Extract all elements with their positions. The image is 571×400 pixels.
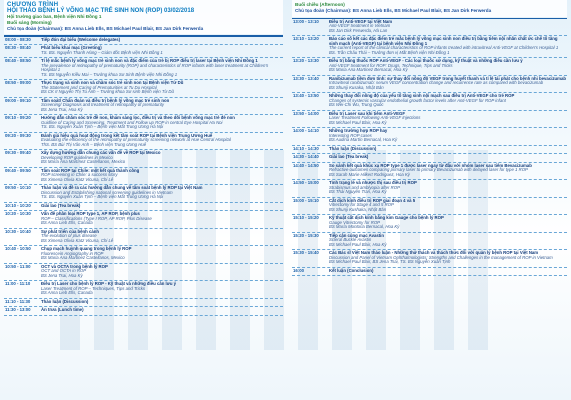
agenda-title: Tiếp đón đại biểu (Welcome delegates) xyxy=(41,36,121,42)
agenda-title: OCT và OCTA trong bệnh lý ROP xyxy=(41,263,108,269)
agenda-english-title: Laser Treatment of ROP – Techniques, Tips and Tricks xyxy=(41,285,146,291)
agenda-time: 15:10 - 15:20 xyxy=(293,215,319,221)
agenda-speaker: TS. BS. Nguyễn Xuân Tịnh – Bệnh viện Mắt Trung Ương Hà Nội xyxy=(41,194,164,200)
agenda-title: Chụp mạch huỳnh quang trong bệnh lý ROP xyxy=(41,246,132,252)
agenda-time: 09:30 - 09:40 xyxy=(5,150,31,156)
agenda-item xyxy=(4,186,283,200)
agenda-time: 13:10 - 13:20 xyxy=(293,36,319,42)
agenda-english-title: The Statement and Caring of Prematurities at Tu Du Hospital xyxy=(41,84,157,90)
agenda-title: Ranibizumab tiêm đơn tính: sự thay đổi nồng độ VEGF trong huyết thanh và tỉ lệ tái phát cho bệnh nhi bevacizumab xyxy=(329,75,567,81)
agenda-speaker: BS Michael Paul Blair, Hoa Kỳ xyxy=(329,119,387,125)
row-separator xyxy=(4,315,283,316)
morning-agenda-list xyxy=(4,38,283,316)
agenda-speaker: BS Audina Martín Bernacal, Hoa Kỳ xyxy=(329,137,398,143)
agenda-english-title: The prevalence of retinopathy of prematurity (ROP) and characteristics of ROP infants with laser treatment at Children's Hospital 1 xyxy=(41,62,269,73)
agenda-title: Thảo luận và đề ra các hướng dẫn chung về tầm soát bệnh lý ROP tại Việt Nam xyxy=(41,185,203,191)
agenda-time: 13:40 - 13:50 xyxy=(293,93,319,99)
agenda-title: Tình trạng lé và nhược thị sau điều trị ROP xyxy=(329,180,417,186)
agenda-time: 08:30 - 08:40 xyxy=(5,45,31,51)
agenda-speaker: BS Michael Paul Blair, BS Jena Tsai, TS. BS Nguyễn Xuân Tịnh xyxy=(329,259,451,265)
agenda-item xyxy=(4,265,283,279)
agenda-title: Cắt dịch kính điều trị ROP giai đoạn 4 và 5 xyxy=(329,197,416,203)
agenda-body xyxy=(329,155,567,160)
agenda-item xyxy=(4,116,283,130)
agenda-time: 11:30 - 13:00 xyxy=(5,307,31,313)
agenda-speaker: TS. BS. Nguyễn Xuân Tịnh – Bệnh viện Mắt Trung Ương Hà Nội xyxy=(41,124,164,130)
agenda-item xyxy=(4,212,283,226)
agenda-time: 11:00 - 11:10 xyxy=(5,281,31,287)
agenda-body xyxy=(41,81,283,95)
agenda-title: Tỉ lệ mắc bệnh lý võng mạc trẻ sinh non và đặc điểm của trẻ bị ROP điều trị laser tại Bệnh viện Nhi Đồng 1 xyxy=(41,58,258,64)
agenda-speaker: BS Anna Lieb Ells, Canada xyxy=(41,290,93,296)
agenda-english-title: The current report of the clinical characteristics of ROP infants treated with intravitreal Anti-VEGF at Children's Hospital 1 xyxy=(329,45,559,51)
agenda-time: 10:10 - 10:20 xyxy=(5,202,31,208)
agenda-speaker: BS Thái Nguyên Tran, Hoa Kỳ xyxy=(329,189,387,195)
agenda-body xyxy=(41,169,283,183)
agenda-body xyxy=(41,151,283,165)
agenda-title: Vấn đề phân loại ROP type 1, AP ROP, bệnh plus xyxy=(41,211,140,217)
agenda-title: Tầm soát/ Chẩn đoán và điều trị bệnh lý võng mạc trẻ sinh non xyxy=(41,97,170,103)
agenda-speaker: BS. Trần Châu Thái – Trưởng đơn vị Mắt Bệnh viện Nhi Đồng 1 xyxy=(329,49,450,55)
agenda-time: 09:20 - 09:30 xyxy=(5,132,31,138)
agenda-item xyxy=(292,37,567,55)
agenda-body xyxy=(41,99,283,113)
agenda-item xyxy=(292,234,567,248)
agenda-english-title: Interesting ROP cases xyxy=(329,132,372,138)
agenda-english-title: Gauge Vitrectomy for ROP xyxy=(329,219,381,225)
agenda-title: Những trường hợp ROP hay xyxy=(329,128,388,134)
morning-chairs: Chủ tọa đoàn (Chairman): BS Anna Lieb Ells, BS Michael Paul Blair, BS Jan Dirk Ferwerda xyxy=(7,25,204,31)
agenda-item xyxy=(4,81,283,95)
agenda-title: Thực trạng và sinh non và chăm sóc trẻ sinh non tại Bệnh viện Từ Dũ xyxy=(41,80,184,86)
agenda-item xyxy=(292,181,567,195)
agenda-title: Tầm soát ROP tại Chile: một kết quả thành công xyxy=(41,167,140,173)
agenda-body xyxy=(329,59,567,73)
afternoon-agenda-list xyxy=(292,20,567,277)
agenda-body xyxy=(41,300,283,305)
agenda-english-title: Discussion and Establishing national screening guidelines in Vietnam xyxy=(41,189,173,195)
agenda-title: Đánh giá hiệu quả hoạt động trong kết tầm soát ROP tại Bệnh viện Trung Ương Huế xyxy=(41,132,213,138)
agenda-speaker: ThS. BS Bùi Thị Vân Anh – Bệnh viện Trung Ương Huế xyxy=(41,141,147,147)
agenda-speaker: BS CK II Nguyễn Thị Tú Anh – Trưởng khoa Sơ sinh Bệnh viện Từ Dũ xyxy=(41,89,174,95)
agenda-speaker: BS Maria Ana Martinez Castellanos, Mexico xyxy=(41,255,125,261)
agenda-title: Sự phát triển của bệnh cảnh xyxy=(41,228,100,234)
agenda-time: 15:30 - 15:40 xyxy=(293,250,319,256)
agenda-item xyxy=(292,94,567,108)
agenda-item xyxy=(4,38,283,43)
agenda-time: 09:10 - 09:20 xyxy=(5,115,31,121)
agenda-title: Điều trị Laser sau khi tiêm Anti-VEGF xyxy=(329,110,406,116)
agenda-speaker: BS Ximena Olivia Katz Vicuna, Chi Lê xyxy=(41,237,114,243)
agenda-title: Hướng dẫn chăm sóc trẻ đề non, khám sàng lọc, điều trị và theo dõi bệnh võng mạc trẻ đẻ non xyxy=(41,115,235,121)
agenda-title: Thảo luận (Discussion) xyxy=(329,145,377,151)
agenda-speaker: BS Michael Paul Blair, Hoa Kỳ xyxy=(329,241,387,247)
agenda-item xyxy=(292,164,567,178)
agenda-time: 10:20 - 10:30 xyxy=(5,211,31,217)
agenda-item xyxy=(4,169,283,183)
agenda-title: Phát biểu khai mạc (Greeting) xyxy=(41,45,102,51)
agenda-time: 08:50 - 09:00 xyxy=(5,80,31,86)
venue: Hội trường giao ban, Bệnh viện Nhi Đồng 1 xyxy=(7,14,102,19)
agenda-english-title: The evolution of plus disease xyxy=(41,233,97,239)
agenda-item xyxy=(4,247,283,261)
agenda-item xyxy=(292,199,567,213)
agenda-title: Các Bác sĩ Việt Nam thảo luận - Những thử thách và thách thức đối với quản lý bệnh ROP tại Việt Nam xyxy=(329,250,539,256)
workshop-title: HỘI THẢO BỆNH LÝ VÕNG MẠC TRẺ SINH NON (ROP) 03/02/2018 xyxy=(7,8,195,14)
agenda-english-title: Guidline of Caring and Screening, Treatment and Follow up ROP in central Eye Hospital Ha Noi xyxy=(41,119,223,125)
agenda-english-title: Intravitreal ranibizumab: serum VEGF concentration change and recurrence rate as compared with bevacizumab xyxy=(329,80,544,86)
agenda-body xyxy=(41,116,283,130)
agenda-speaker: BS María Montoria Bernacal, Hoa Kỳ xyxy=(329,224,400,230)
agenda-body xyxy=(329,129,567,143)
agenda-body xyxy=(329,94,567,108)
agenda-title: Điều trị Laser cho bệnh lý ROP - Kỹ thuật và những điều cần lưu ý xyxy=(41,281,177,287)
agenda-time: 10:40 - 10:50 xyxy=(5,246,31,252)
agenda-time: 10:50 - 11:00 xyxy=(5,263,31,269)
agenda-item xyxy=(292,269,567,274)
morning-column xyxy=(4,0,283,317)
agenda-item xyxy=(292,59,567,73)
agenda-english-title: OCT and OCTA in ROP xyxy=(41,268,87,274)
agenda-english-title: Laser Treatment Following Anti-VEGF Injections xyxy=(329,115,421,121)
agenda-item xyxy=(4,282,283,296)
agenda-speaker: BS Anna Lieb Ells, Canada xyxy=(41,220,93,226)
agenda-english-title: ROP screening in Chile: a success story xyxy=(41,172,118,178)
agenda-body xyxy=(329,77,567,91)
agenda-item xyxy=(292,112,567,126)
agenda-title: Ăn trưa (Lunch time) xyxy=(41,307,84,313)
agenda-time: 13:30 - 13:40 xyxy=(293,75,319,81)
agenda-english-title: Vitrectomy for Stage 4 and 5 ROP xyxy=(329,202,394,208)
agenda-item xyxy=(4,151,283,165)
agenda-english-title: Screening/ Diagnosis and treatment of retinopathy of prematurity xyxy=(41,102,165,108)
agenda-item xyxy=(4,59,283,77)
afternoon-column xyxy=(292,0,567,277)
agenda-time: 08:40 - 08:50 xyxy=(5,58,31,64)
agenda-title: Kết luận (Conclusion) xyxy=(329,267,374,273)
agenda-item xyxy=(4,300,283,305)
agenda-item xyxy=(292,251,567,265)
agenda-english-title: Discussion and Panel of Vietnam Ophthalmologists: Strengths and Challenges in the management of ROP in Vietnam xyxy=(329,254,553,260)
agenda-speaker: TS. BS Nguyễn Kiều Mai – Trưởng khoa Sơ Sinh Bệnh viện Nhi Đồng 1 xyxy=(41,71,178,77)
agenda-body xyxy=(41,204,283,209)
agenda-title: Giải lao (Tea break) xyxy=(329,154,369,160)
agenda-english-title: Changes of systemic vascular endothelial growth factor levels after Anti-VEGF for ROP infant xyxy=(329,97,506,103)
agenda-body xyxy=(329,147,567,152)
agenda-time: 13:50 - 14:00 xyxy=(293,110,319,116)
agenda-item xyxy=(4,99,283,113)
agenda-body xyxy=(329,199,567,213)
agenda-time: 14:40 - 14:50 xyxy=(293,162,319,168)
agenda-body xyxy=(41,265,283,279)
row-separator xyxy=(292,275,567,276)
agenda-speaker: BS Ximena Olivia Katz Vicuna, Chi Lê xyxy=(41,176,114,182)
agenda-title: Thảo luận (Discussion) xyxy=(41,298,89,304)
agenda-item xyxy=(4,204,283,209)
agenda-body xyxy=(41,186,283,200)
agenda-title: Điều trị Anti-VEGF tại Việt Nam xyxy=(329,18,393,24)
agenda-body xyxy=(329,164,567,178)
agenda-english-title: Refractive outcomes comparing primary laser to primary Bevacizumab with delayed laser for type 1 ROP xyxy=(329,167,528,173)
agenda-body xyxy=(41,247,283,261)
agenda-title: Xây dựng hướng dẫn chung các vấn đề về ROP tại Mexico xyxy=(41,150,161,156)
agenda-body xyxy=(41,212,283,226)
agenda-speaker: BS Jan Dirk Ferwerda, Hà Lan xyxy=(329,27,388,33)
agenda-item xyxy=(292,147,567,152)
agenda-time: 09:00 - 09:10 xyxy=(5,97,31,103)
agenda-speaker: BS Shunji Kushaka, Nhật Bản xyxy=(329,206,387,212)
agenda-body xyxy=(329,181,567,195)
agenda-item xyxy=(292,77,567,91)
program-header xyxy=(4,0,283,34)
agenda-title: Báo cáo số kết các đặc điểm trẻ mắc bệnh lý võng mạc sinh non điều trị bằng tiêm nội nhãn chất ức chế tố tăng sinh mạch (Anti-VEGF) tại bệnh viện Nhi Đồng 1 xyxy=(329,36,558,46)
agenda-time: 14:00 - 14:10 xyxy=(293,128,319,134)
afternoon-chairs: Chủ tọa đoàn (Chairman): BS Anna Lieb Ells, BS Michael Paul Blair, BS Jan Dirk Ferwerda xyxy=(295,7,492,13)
agenda-time: 10:30 - 10:40 xyxy=(5,228,31,234)
agenda-body xyxy=(329,251,567,265)
agenda-speaker: BS Jena Tsai, Hoa Kỳ xyxy=(41,272,83,278)
agenda-body xyxy=(41,46,283,55)
agenda-speaker: BS Wei-Chi Wu, Trung Quốc xyxy=(329,102,384,108)
agenda-title: Tiếp cận củng mạc Avastin xyxy=(329,232,385,238)
agenda-body xyxy=(329,37,567,55)
agenda-speaker: BS Shunji Kusaka, Nhật Bản xyxy=(329,84,384,90)
agenda-time: 14:50 - 15:00 xyxy=(293,180,319,186)
agenda-body xyxy=(41,308,283,313)
agenda-body xyxy=(41,134,283,148)
agenda-speaker: BS Maria Ana Martinez Bernacal, Hoa Kỳ xyxy=(329,67,408,73)
agenda-time: 09:40 - 09:50 xyxy=(5,167,31,173)
agenda-time: 14:30 - 14:40 xyxy=(293,154,319,160)
agenda-time: 08:00 - 08:30 xyxy=(5,36,31,42)
agenda-item xyxy=(4,308,283,313)
agenda-body xyxy=(329,112,567,126)
agenda-item xyxy=(4,46,283,55)
agenda-title: Kỹ thuật cắt dịch kính bằng kim Gauge cho bệnh lý ROP xyxy=(329,215,444,221)
agenda-time: 13:20 - 13:30 xyxy=(293,58,319,64)
agenda-item xyxy=(292,155,567,160)
agenda-item xyxy=(292,20,567,34)
agenda-english-title: Scleral Buckle Avastin xyxy=(329,237,372,243)
afternoon-session-label: Buổi chiều (Afternoon) xyxy=(295,2,345,7)
agenda-body xyxy=(41,230,283,244)
agenda-speaker: BS María Ana Martínez Castellanos, Mexico xyxy=(41,159,126,165)
agenda-english-title: Anti-VEGF treatment for ROP: Drugs, Technique, Tips and Tricks xyxy=(329,62,453,68)
agenda-time: 11:10 - 11:30 xyxy=(5,298,31,304)
agenda-time: 09:50 - 10:10 xyxy=(5,185,31,191)
morning-session-label: Buổi sáng (Morning) xyxy=(7,19,52,25)
afternoon-header xyxy=(292,0,567,17)
agenda-item xyxy=(292,129,567,143)
program-title: CHƯƠNG TRÌNH xyxy=(7,2,59,8)
agenda-body xyxy=(41,282,283,296)
agenda-title: Những thay đổi nồng độ của yếu tố tăng sinh nội mạch sau điều trị Anti-VEGF cho trẻ ROP xyxy=(329,93,515,99)
agenda-english-title: Strabismus and amblyopia after ROP xyxy=(329,184,400,190)
agenda-body xyxy=(41,38,283,43)
agenda-body xyxy=(329,269,567,274)
agenda-english-title: Evaluating the efficiency of the retinopathy of prematurity screening network at Hue Central Hospital xyxy=(41,137,231,143)
agenda-title: Điều trị bằng thuốc ROP Anti-VEGF - Các loại thuốc sử dụng, kỹ thuật và những điều cần lưu ý xyxy=(329,58,523,64)
agenda-speaker: BS Sarah Marie Hilkert Rodriguez, Hoa Kỳ xyxy=(329,171,410,177)
agenda-body xyxy=(329,20,567,34)
agenda-item xyxy=(4,230,283,244)
agenda-item xyxy=(292,216,567,230)
agenda-time: 14:10 - 14:30 xyxy=(293,145,319,151)
agenda-time: 15:00 - 15:10 xyxy=(293,197,319,203)
agenda-item xyxy=(4,134,283,148)
agenda-body xyxy=(329,234,567,248)
agenda-speaker: TS. BS. Nguyễn Thanh Hùng – Giám đốc Bệnh viện Nhi Đồng 1 xyxy=(41,49,163,55)
agenda-title: Giải lao (Tea break) xyxy=(41,202,81,208)
agenda-time: 13:00 - 13:10 xyxy=(293,18,319,24)
agenda-time: 16:00 xyxy=(293,267,304,273)
agenda-time: 15:20 - 15:30 xyxy=(293,232,319,238)
agenda-english-title: Developing ROP guidelines in Mexico xyxy=(41,154,113,160)
agenda-body xyxy=(41,59,283,77)
agenda-title: So sánh kết quả khúc xạ ROP type 1 được laser ngay từ đầu với nhóm laser sau tiêm Bevacizumab xyxy=(329,162,532,168)
agenda-body xyxy=(329,216,567,230)
agenda-english-title: Anti-VEGF treatment in Vietnam xyxy=(329,23,391,29)
agenda-speaker: BS Jena Tsai, Hoa Kỳ xyxy=(41,106,83,112)
agenda-english-title: ROP – Classifications (Type I ROP, AP ROP, Plus Disease xyxy=(41,215,152,221)
agenda-english-title: Fluorescein Angiography in ROP xyxy=(41,250,104,256)
